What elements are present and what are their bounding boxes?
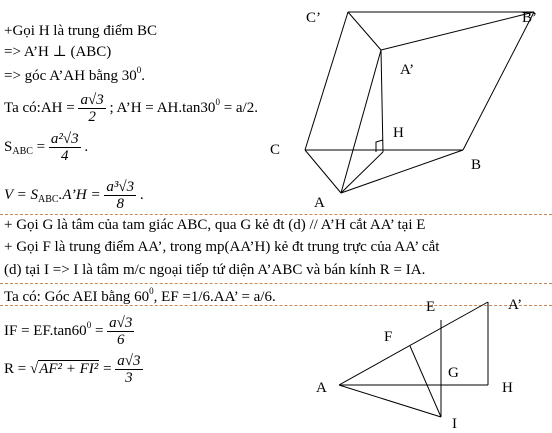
text-line-angle: => góc A’AH bằng $30^0$. [4, 65, 145, 84]
formula-ah: Ta có:AH = $\frac{a√3}{2}$ ; A’H = $AH.\tan 30^0 = a/2$. [4, 92, 258, 126]
label-c: C [270, 142, 281, 158]
text-line-g-centroid: + Gọi G là tâm của tam giác ABC, qua G kẻ đt (d) // A’H cắt AA’ tại E [4, 217, 426, 233]
label-a: A [314, 195, 325, 211]
label-a-prime: A’ [400, 62, 415, 78]
text-line-f-midpoint: + Gọi F là trung điểm AA’, trong mp(AA’H) kẻ đt trung trực của AA’ cắt [4, 239, 440, 255]
text-line-h-midpoint: +Gọi H là trung điểm BC [4, 23, 158, 39]
label-i: I [452, 416, 457, 432]
label-a-prime-2: A’ [508, 297, 523, 313]
text-line-i-center: (d) tại I => I là tâm m/c ngoại tiếp tứ diện A’ABC và bán kính R = IA. [4, 262, 426, 278]
label-a-2: A [316, 380, 327, 396]
formula-if: IF = $EF.\tan 60^0$ = $\frac{a√3}{6}$ [4, 315, 133, 349]
label-c-prime: C’ [306, 10, 321, 26]
formula-volume: $V = S_{ABC}.A’H$ = $\frac{\text{a³√3}}{8}$ . [4, 179, 144, 213]
formula-area: $S_{ABC}$ = $\frac{\text{a²√3}}{4}$ . [4, 131, 89, 165]
label-b: B [471, 157, 482, 173]
label-h-2: H [502, 380, 513, 396]
text-line-angle-aei: Ta có: Góc AEI bằng $60^0$, EF =1/6.AA’ = a/6. [4, 286, 276, 305]
label-e: E [426, 299, 436, 315]
text-line-perpendicular: => A’H ⊥ (ABC) [4, 44, 112, 60]
formula-r: R = √AF² + FI² = $\frac{a√3}{3}$ [4, 353, 141, 387]
label-f: F [384, 329, 393, 345]
label-h: H [393, 125, 404, 141]
label-b-prime: B’ [522, 10, 537, 26]
label-g: G [448, 365, 459, 381]
